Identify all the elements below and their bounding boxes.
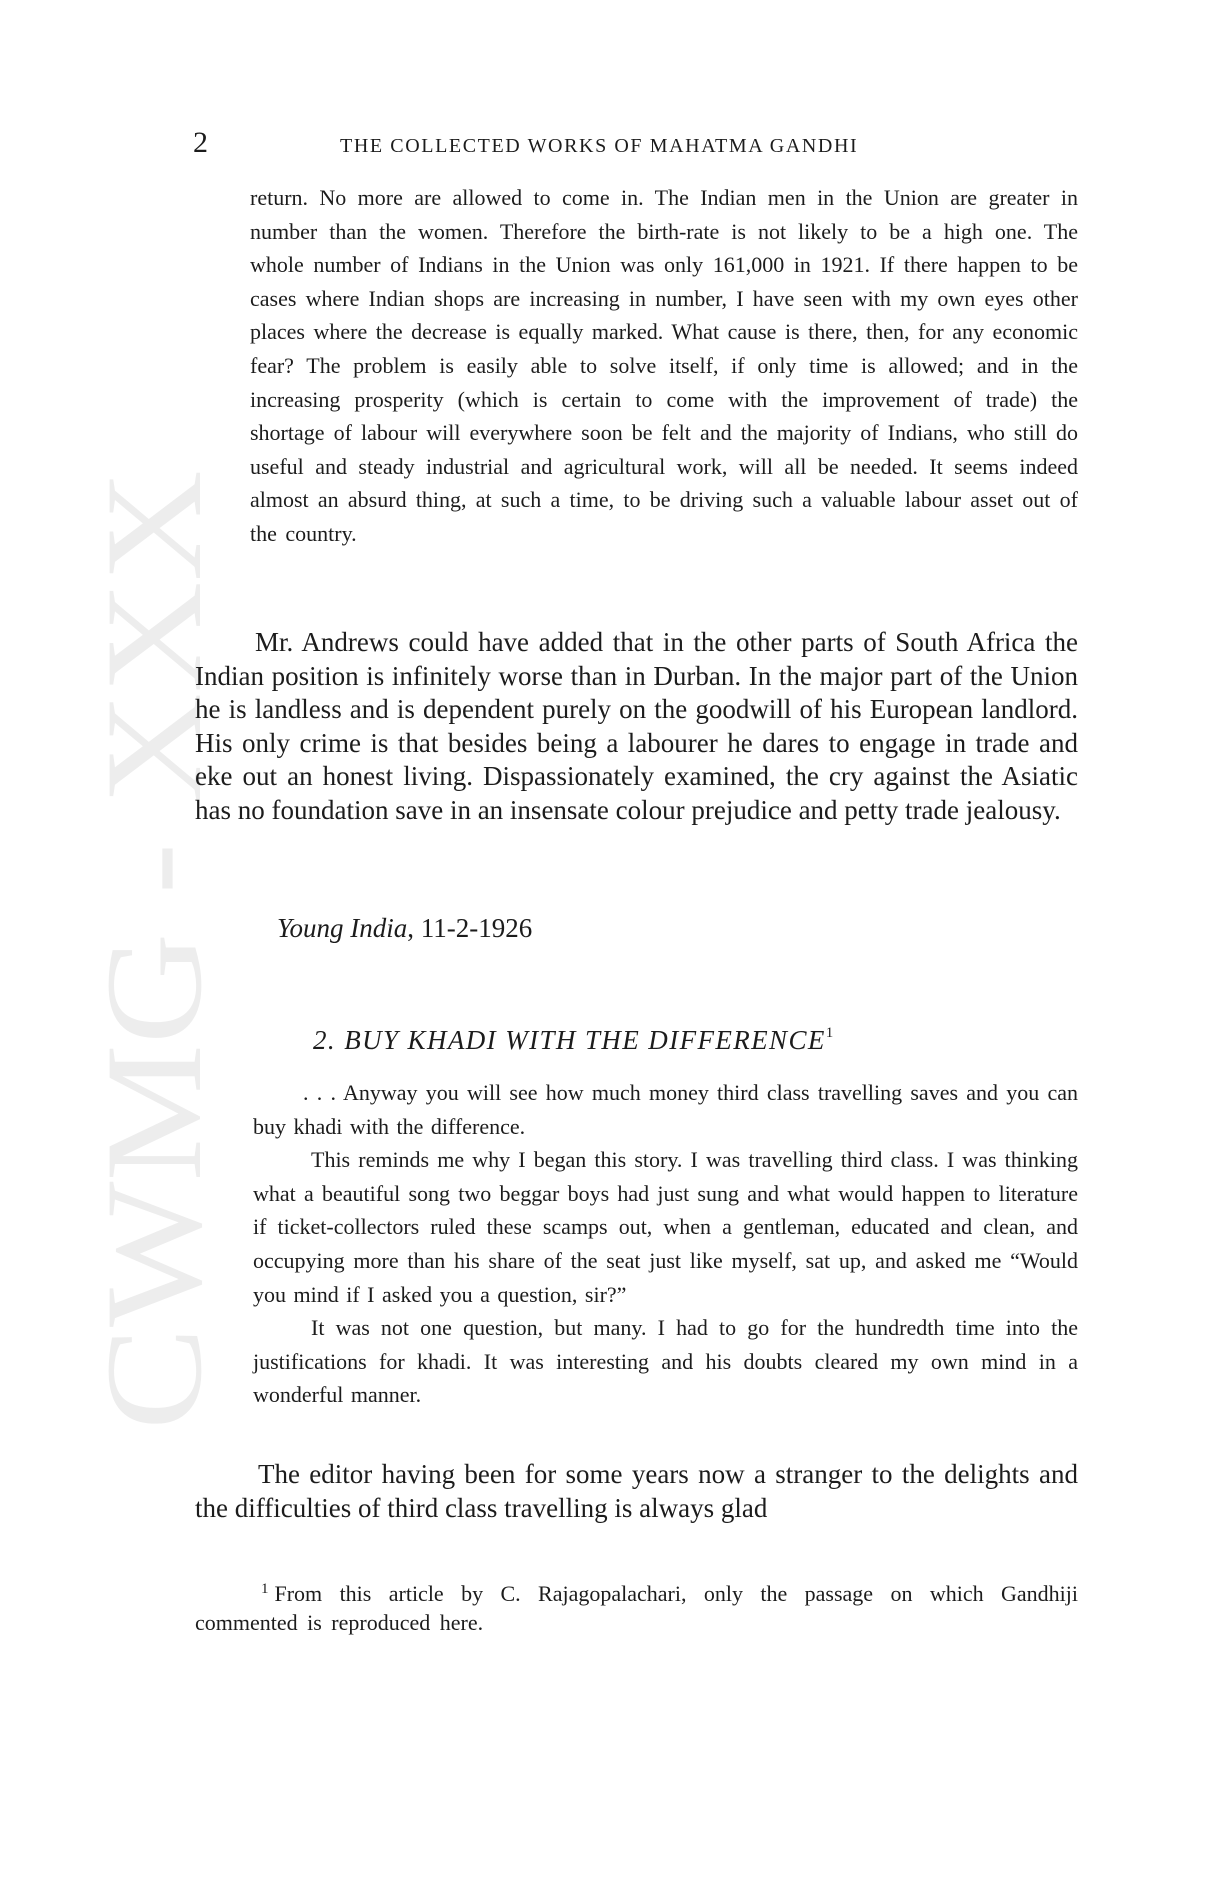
body-paragraph-2: The editor having been for some years now a stranger to the delights and the difficulties of third class travelling is always glad	[195, 1459, 1078, 1523]
article-title	[313, 1016, 833, 1057]
footnote-text: From this article by C. Rajagopalachari, only the passage on which Gandhiji commented is reproduced here.	[195, 1581, 1078, 1635]
source-citation	[277, 911, 532, 945]
quote-paragraph: . . . Anyway you will see how much money third class travelling saves and you can buy khadi with the difference.	[253, 1080, 1078, 1139]
quote-paragraph: It was not one question, but many. I had to go for the hundredth time into the justifications for khadi. It was interesting and his doubts cleared my own mind in a wonderful manner.	[253, 1315, 1078, 1408]
watermark-text: CWMG - XXX	[77, 571, 230, 1430]
watermark	[77, 470, 230, 1430]
source-publication: Young India	[277, 913, 408, 943]
block-quote: return. No more are allowed to come in. The Indian men in the Union are greater in number than the women. Therefore the birth-rate is not likely to be a high one. The whole number of Indians in the Union was only 161,000 in 1921. If there happen to be cases where Indian shops are increasing in number, I have seen with my own eyes other places where the decrease is equally marked. What cause is there, then, for any economic fear? The problem is easily able to solve itself, if only time is allowed; and in the increasing prosperity (which is certain to come with the improvement of trade) the shortage of labour will everywhere soon be felt and the majority of Indians, who still do useful and steady industrial and agricultural work, will all be needed. It seems indeed almost an absurd thing, at such a time, to be driving such a valuable labour asset out of the country.	[250, 185, 1078, 546]
page-number: 2	[193, 126, 208, 159]
footnote	[195, 1575, 1078, 1637]
block-quote-2	[253, 1076, 1078, 1412]
running-head: THE COLLECTED WORKS OF MAHATMA GANDHI	[340, 135, 859, 157]
footnote-reference: 1	[825, 1025, 834, 1041]
article-title-text: 2. BUY KHADI WITH THE DIFFERENCE	[313, 1025, 826, 1055]
body-paragraph: Mr. Andrews could have added that in the other parts of South Africa the Indian position is infinitely worse than in Durban. In the major part of the Union he is landless and is dependent purely on the goodwill of his European landlord. His only crime is that besides being a labourer he dares to engage in trade and eke out an honest living. Dispassionately examined, the cry against the Asiatic has no foundation save in an insensate colour prejudice and petty trade jealousy.	[195, 627, 1078, 825]
source-date: , 11-2-1926	[407, 913, 533, 943]
footnote-mark: 1	[261, 1581, 269, 1597]
quote-paragraph: This reminds me why I began this story. I was travelling third class. I was thinking what a beautiful song two beggar boys had just sung and what would happen to literature if ticket-collectors ruled these scamps out, when a gentleman, educated and clean, and occupying more than his share of the seat just like myself, sat up, and asked me “Would you mind if I asked you a question, sir?”	[253, 1147, 1078, 1307]
